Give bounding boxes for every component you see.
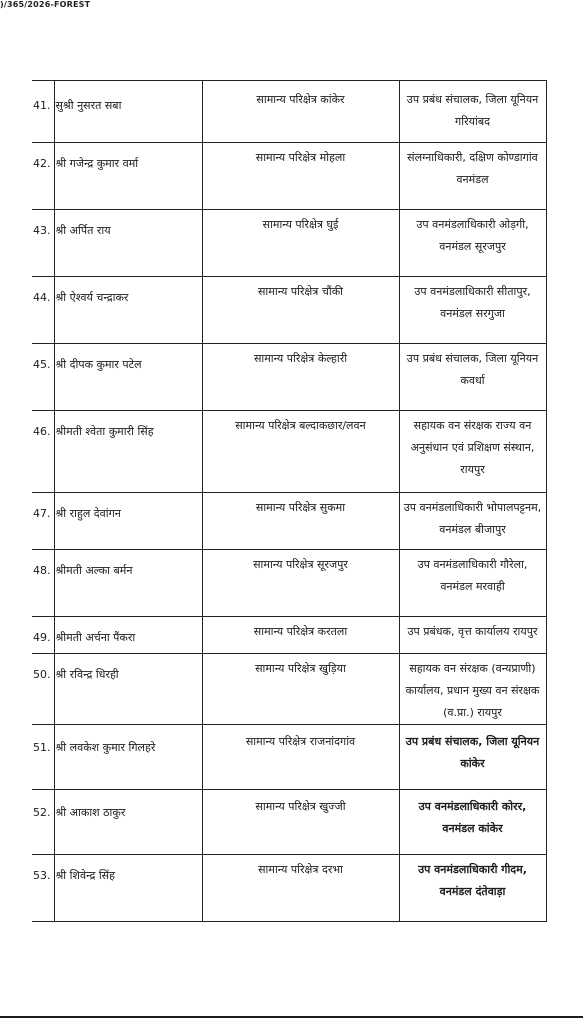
- table-row: [32, 81, 546, 143]
- serial-number: 50.: [32, 654, 54, 725]
- current-posting: सामान्य परिक्षेत्र कांकेर: [202, 81, 399, 143]
- serial-number: 52.: [32, 790, 54, 855]
- officer-name: श्री लवकेश कुमार गिलहरे: [54, 725, 202, 790]
- officer-name: श्री अर्पित राय: [54, 210, 202, 277]
- table-row: [32, 790, 546, 855]
- new-designation: उप प्रबंध संचालक, जिला यूनियन गरियांबद: [399, 81, 546, 143]
- current-posting: सामान्य परिक्षेत्र बल्दाकछार/लवन: [202, 411, 399, 493]
- serial-number: 45.: [32, 344, 54, 411]
- table-row: [32, 855, 546, 922]
- table-row: [32, 143, 546, 210]
- table-row: [32, 210, 546, 277]
- new-designation: उप वनमंडलाधिकारी गौरेला, वनमंडल मरवाही: [399, 550, 546, 617]
- serial-number: 43.: [32, 210, 54, 277]
- new-designation: उप वनमंडलाधिकारी ओड़गी, वनमंडल सूरजपुर: [399, 210, 546, 277]
- table-row: [32, 550, 546, 617]
- current-posting: सामान्य परिक्षेत्र चौंकी: [202, 277, 399, 344]
- officer-name: श्री आकाश ठाकुर: [54, 790, 202, 855]
- serial-number: 51.: [32, 725, 54, 790]
- current-posting: सामान्य परिक्षेत्र सुकमा: [202, 493, 399, 550]
- new-designation: सहायक वन संरक्षक राज्य वन अनुसंधान एवं प्रशिक्षण संस्थान, रायपुर: [399, 411, 546, 493]
- serial-number: 47.: [32, 493, 54, 550]
- document-reference: )/365/2026-FOREST: [0, 0, 91, 9]
- officer-name: श्री राहुल देवांगन: [54, 493, 202, 550]
- serial-number: 53.: [32, 855, 54, 922]
- current-posting: सामान्य परिक्षेत्र दरभा: [202, 855, 399, 922]
- current-posting: सामान्य परिक्षेत्र घुई: [202, 210, 399, 277]
- officer-name: श्री ऐश्वर्य चन्द्राकर: [54, 277, 202, 344]
- officer-name: श्रीमती अल्का बर्मन: [54, 550, 202, 617]
- officer-name: श्री दीपक कुमार पटेल: [54, 344, 202, 411]
- transfer-table: [32, 80, 547, 922]
- new-designation: उप वनमंडलाधिकारी गीदम, वनमंडल दंतेवाड़ा: [399, 855, 546, 922]
- table-row: [32, 277, 546, 344]
- current-posting: सामान्य परिक्षेत्र केल्हारी: [202, 344, 399, 411]
- serial-number: 48.: [32, 550, 54, 617]
- current-posting: सामान्य परिक्षेत्र खुड़िया: [202, 654, 399, 725]
- new-designation: उप प्रबंधक, वृत्त कार्यालय रायपुर: [399, 617, 546, 654]
- current-posting: सामान्य परिक्षेत्र मोहला: [202, 143, 399, 210]
- table-body: [32, 81, 546, 922]
- officer-name: सुश्री नुसरत सबा: [54, 81, 202, 143]
- serial-number: 42.: [32, 143, 54, 210]
- officer-name: श्रीमती श्वेता कुमारी सिंह: [54, 411, 202, 493]
- new-designation: उप प्रबंध संचालक, जिला यूनियन कवर्धा: [399, 344, 546, 411]
- current-posting: सामान्य परिक्षेत्र सूरजपुर: [202, 550, 399, 617]
- new-designation: उप वनमंडलाधिकारी सीतापुर, वनमंडल सरगुजा: [399, 277, 546, 344]
- serial-number: 46.: [32, 411, 54, 493]
- current-posting: सामान्य परिक्षेत्र करतला: [202, 617, 399, 654]
- table-row: [32, 344, 546, 411]
- officer-name: श्री गजेन्द्र कुमार वर्मा: [54, 143, 202, 210]
- table-row: [32, 725, 546, 790]
- table-row: [32, 411, 546, 493]
- officer-name: श्री शिवेन्द्र सिंह: [54, 855, 202, 922]
- table-row: [32, 654, 546, 725]
- officer-name: श्री रविन्द्र धिरही: [54, 654, 202, 725]
- new-designation: उप वनमंडलाधिकारी भोपालपट्टनम, वनमंडल बीजापुर: [399, 493, 546, 550]
- current-posting: सामान्य परिक्षेत्र राजनांदगांव: [202, 725, 399, 790]
- new-designation: उप प्रबंध संचालक, जिला यूनियन कांकेर: [399, 725, 546, 790]
- table-row: [32, 493, 546, 550]
- page-bottom-rule: [0, 1016, 583, 1018]
- table-row: [32, 617, 546, 654]
- new-designation: उप वनमंडलाधिकारी कोरर, वनमंडल कांकेर: [399, 790, 546, 855]
- current-posting: सामान्य परिक्षेत्र खुज्जी: [202, 790, 399, 855]
- serial-number: 41.: [32, 81, 54, 143]
- new-designation: सहायक वन संरक्षक (वन्यप्राणी) कार्यालय, प्रधान मुख्य वन संरक्षक (व.प्रा.) रायपुर: [399, 654, 546, 725]
- officer-name: श्रीमती अर्चना पैंकरा: [54, 617, 202, 654]
- serial-number: 49.: [32, 617, 54, 654]
- new-designation: संलग्नाधिकारी, दक्षिण कोण्डागांव वनमंडल: [399, 143, 546, 210]
- serial-number: 44.: [32, 277, 54, 344]
